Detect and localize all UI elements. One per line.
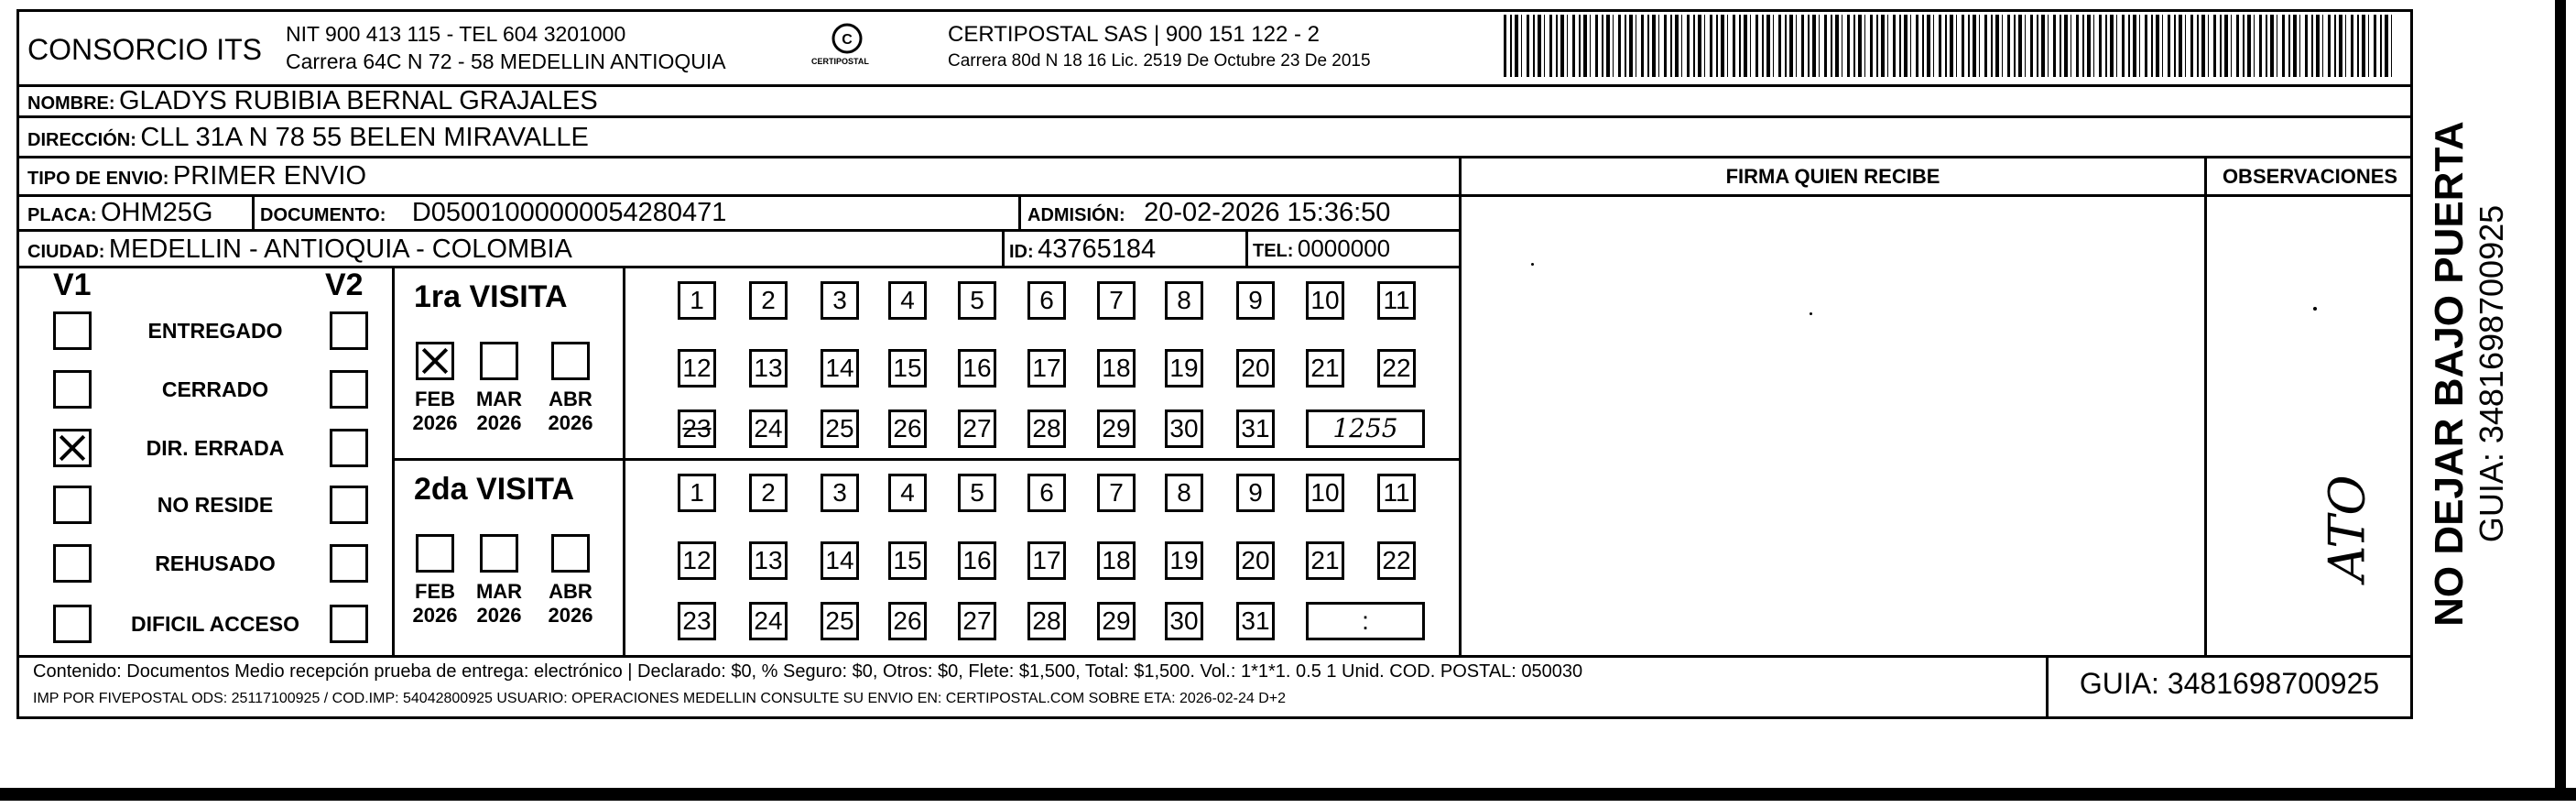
tipo-envio-label: TIPO DE ENVIO:: [27, 169, 169, 189]
day-box[interactable]: 26: [888, 602, 927, 640]
page-right-edge: [2555, 0, 2566, 801]
month-year: 2026: [548, 411, 593, 434]
month-label: [538, 580, 603, 628]
observaciones-area: [2207, 197, 2413, 655]
company-info-line-1: NIT 900 413 115 - TEL 604 3201000: [286, 22, 626, 46]
day-box[interactable]: 5: [958, 474, 996, 512]
day-box[interactable]: 23: [678, 409, 716, 448]
day-box[interactable]: 8: [1165, 281, 1203, 320]
day-box[interactable]: 18: [1097, 541, 1136, 580]
footer-contenido: Contenido: Documentos Medio recepción prueba de entrega: electrónico | Declarado: $0, % Seguro: $0, Otros: $0, Flete: $1,500, Total: $1,500. Vol.: 1*1*1. 0.5 1 Unid. COD. POSTAL: 050030: [33, 661, 1583, 682]
v2-checkbox[interactable]: [330, 370, 368, 409]
status-label: DIR. ERRADA: [146, 436, 285, 460]
tel-row: [1253, 235, 1390, 263]
visit-title: 2da VISITA: [414, 472, 575, 507]
month-year: 2026: [548, 604, 593, 627]
day-box[interactable]: 31: [1236, 602, 1275, 640]
v2-header: V2: [325, 268, 364, 302]
logo-wordmark: CERTIPOSTAL: [811, 57, 869, 66]
company-info-line-2: Carrera 64C N 72 - 58 MEDELLIN ANTIOQUIA: [286, 49, 726, 73]
day-box[interactable]: 12: [678, 349, 716, 388]
status-label: ENTREGADO: [147, 319, 283, 343]
day-box[interactable]: 4: [888, 281, 927, 320]
certipostal-logo: [808, 22, 886, 73]
documento-label: DOCUMENTO:: [260, 205, 386, 225]
day-box[interactable]: 6: [1027, 474, 1066, 512]
ciudad-row: [27, 235, 572, 265]
v2-checkbox[interactable]: [330, 605, 368, 643]
carrier-info-line-2: Carrera 80d N 18 16 Lic. 2519 De Octubre 23 De 2015: [948, 51, 1371, 71]
day-box[interactable]: 21: [1306, 349, 1344, 388]
nombre-label: NOMBRE:: [27, 93, 115, 114]
admision-row: [1027, 198, 1390, 228]
day-box[interactable]: 9: [1236, 281, 1275, 320]
status-divider: [392, 268, 395, 655]
nombre-value: GLADYS RUBIBIA BERNAL GRAJALES: [119, 86, 598, 115]
v1-header: V1: [53, 268, 92, 302]
handwritten-note-text: ATO: [2318, 475, 2376, 582]
month-label: [538, 388, 603, 435]
month-label: [467, 388, 531, 435]
placa-value: OHM25G: [101, 198, 213, 227]
day-box[interactable]: 3: [821, 474, 859, 512]
day-box[interactable]: 29: [1097, 602, 1136, 640]
svg-text:C: C: [842, 32, 853, 48]
placa-row: [27, 198, 212, 228]
barcode: [1504, 15, 2394, 77]
month-checkbox[interactable]: [416, 342, 454, 380]
day-box[interactable]: 16: [958, 541, 996, 580]
observaciones-header: OBSERVACIONES: [2222, 165, 2398, 188]
month-year: 2026: [476, 604, 522, 627]
month-checkbox[interactable]: [551, 534, 590, 573]
v2-checkbox[interactable]: [330, 429, 368, 467]
v1-checkbox[interactable]: [53, 429, 92, 467]
day-box[interactable]: 21: [1306, 541, 1344, 580]
month-name: MAR: [475, 388, 523, 410]
footer-imp: IMP POR FIVEPOSTAL ODS: 25117100925 / COD.IMP: 54042800925 USUARIO: OPERACIONES MEDELLIN CONSULTE SU ENVIO EN: CERTIPOSTAL.COM SOBRE ETA: 2026-02-24 D+2: [33, 691, 1287, 706]
day-box[interactable]: 5: [958, 281, 996, 320]
day-box[interactable]: 22: [1377, 349, 1416, 388]
tipo-envio-value: PRIMER ENVIO: [172, 161, 367, 191]
day-box[interactable]: 31: [1236, 409, 1275, 448]
month-name: ABR: [549, 388, 592, 410]
day-box[interactable]: 20: [1236, 349, 1275, 388]
day-box[interactable]: 15: [888, 349, 927, 388]
day-box[interactable]: 19: [1165, 541, 1203, 580]
day-box[interactable]: 6: [1027, 281, 1066, 320]
month-name: MAR: [475, 580, 523, 603]
visit-month-divider: [623, 268, 625, 655]
time-box[interactable]: :: [1306, 602, 1425, 640]
day-box[interactable]: 19: [1165, 349, 1203, 388]
day-box[interactable]: 8: [1165, 474, 1203, 512]
day-box[interactable]: 25: [821, 602, 859, 640]
day-box[interactable]: 7: [1097, 474, 1136, 512]
v1-checkbox[interactable]: [53, 605, 92, 643]
day-box[interactable]: 9: [1236, 474, 1275, 512]
day-box[interactable]: 29: [1097, 409, 1136, 448]
day-box[interactable]: 7: [1097, 281, 1136, 320]
day-box[interactable]: 27: [958, 409, 996, 448]
day-box[interactable]: 23: [678, 602, 716, 640]
day-box[interactable]: 2: [749, 281, 788, 320]
status-label: NO RESIDE: [157, 493, 274, 517]
v2-checkbox[interactable]: [330, 311, 368, 350]
status-label: CERRADO: [161, 377, 269, 401]
company-name: CONSORCIO ITS: [27, 33, 263, 66]
month-name: ABR: [549, 580, 592, 603]
day-box[interactable]: 13: [749, 349, 788, 388]
month-checkbox[interactable]: [480, 342, 518, 380]
day-box[interactable]: 28: [1027, 409, 1066, 448]
day-box[interactable]: 25: [821, 409, 859, 448]
day-box[interactable]: 1: [678, 281, 716, 320]
month-checkbox[interactable]: [416, 534, 454, 573]
day-box[interactable]: 24: [749, 409, 788, 448]
day-box[interactable]: 11: [1377, 281, 1416, 320]
carrier-info-line-1: CERTIPOSTAL SAS | 900 151 122 - 2: [948, 22, 1320, 47]
status-label: DIFICIL ACCESO: [130, 612, 299, 636]
tipo-envio-row: [27, 161, 366, 191]
month-year: 2026: [412, 411, 458, 434]
day-box[interactable]: 22: [1377, 541, 1416, 580]
v1-checkbox[interactable]: [53, 544, 92, 583]
time-box[interactable]: 1255: [1306, 409, 1425, 448]
day-box[interactable]: 12: [678, 541, 716, 580]
id-row: [1009, 235, 1156, 265]
month-name: FEB: [415, 388, 455, 410]
month-label: [467, 580, 531, 628]
admision-value: 20-02-2026 15:36:50: [1144, 198, 1391, 227]
day-box[interactable]: 1: [678, 474, 716, 512]
month-name: FEB: [415, 580, 455, 603]
day-box[interactable]: 14: [821, 541, 859, 580]
placa-label: PLACA:: [27, 205, 97, 225]
side-guia: GUIA: 3481698700925: [2473, 204, 2510, 543]
month-checkbox[interactable]: [480, 534, 518, 573]
v1-checkbox[interactable]: [53, 311, 92, 350]
day-box[interactable]: 30: [1165, 409, 1203, 448]
visit-separator: [395, 458, 1459, 461]
nombre-row: [27, 86, 598, 116]
firma-header: FIRMA QUIEN RECIBE: [1725, 165, 1940, 188]
page-bottom-edge: [0, 788, 2576, 801]
day-box[interactable]: 3: [821, 281, 859, 320]
day-box[interactable]: 16: [958, 349, 996, 388]
visit-title: 1ra VISITA: [414, 279, 568, 314]
day-box[interactable]: 18: [1097, 349, 1136, 388]
ciudad-value: MEDELLIN - ANTIOQUIA - COLOMBIA: [108, 235, 572, 264]
id-value: 43765184: [1038, 235, 1157, 264]
day-box[interactable]: 20: [1236, 541, 1275, 580]
day-box[interactable]: 13: [749, 541, 788, 580]
no-dejar-bajo-puerta: NO DEJAR BAJO PUERTA: [2427, 121, 2472, 627]
direccion-row: [27, 123, 589, 153]
signature-area: [1462, 197, 2204, 655]
footer-divider: [16, 655, 2413, 658]
tel-value: 0000000: [1297, 235, 1391, 262]
documento-row: [260, 198, 726, 228]
day-box[interactable]: 14: [821, 349, 859, 388]
month-year: 2026: [412, 604, 458, 627]
day-box[interactable]: 27: [958, 602, 996, 640]
day-box[interactable]: 4: [888, 474, 927, 512]
month-label: [403, 580, 467, 628]
v1-checkbox[interactable]: [53, 486, 92, 524]
day-box[interactable]: 26: [888, 409, 927, 448]
direccion-label: DIRECCIÓN:: [27, 130, 136, 150]
day-box[interactable]: 10: [1306, 281, 1344, 320]
month-year: 2026: [476, 411, 522, 434]
v2-checkbox[interactable]: [330, 544, 368, 583]
day-box[interactable]: 17: [1027, 541, 1066, 580]
month-label: [403, 388, 467, 435]
day-box[interactable]: 10: [1306, 474, 1344, 512]
day-box[interactable]: 24: [749, 602, 788, 640]
day-box[interactable]: 11: [1377, 474, 1416, 512]
month-checkbox[interactable]: [551, 342, 590, 380]
id-label: ID:: [1009, 242, 1034, 262]
ciudad-label: CIUDAD:: [27, 242, 105, 262]
day-box[interactable]: 2: [749, 474, 788, 512]
v1-checkbox[interactable]: [53, 370, 92, 409]
documento-value: D05001000000054280471: [411, 198, 727, 227]
day-box[interactable]: 28: [1027, 602, 1066, 640]
day-box[interactable]: 30: [1165, 602, 1203, 640]
day-box[interactable]: 15: [888, 541, 927, 580]
side-text: [2427, 117, 2527, 630]
handwritten-note: [2319, 475, 2376, 581]
admision-label: ADMISIÓN:: [1027, 205, 1125, 225]
day-box[interactable]: 17: [1027, 349, 1066, 388]
footer-guia: GUIA: 3481698700925: [2079, 667, 2380, 700]
tel-label: TEL:: [1253, 241, 1294, 261]
direccion-value: CLL 31A N 78 55 BELEN MIRAVALLE: [140, 123, 589, 152]
status-label: REHUSADO: [155, 551, 276, 575]
v2-checkbox[interactable]: [330, 486, 368, 524]
